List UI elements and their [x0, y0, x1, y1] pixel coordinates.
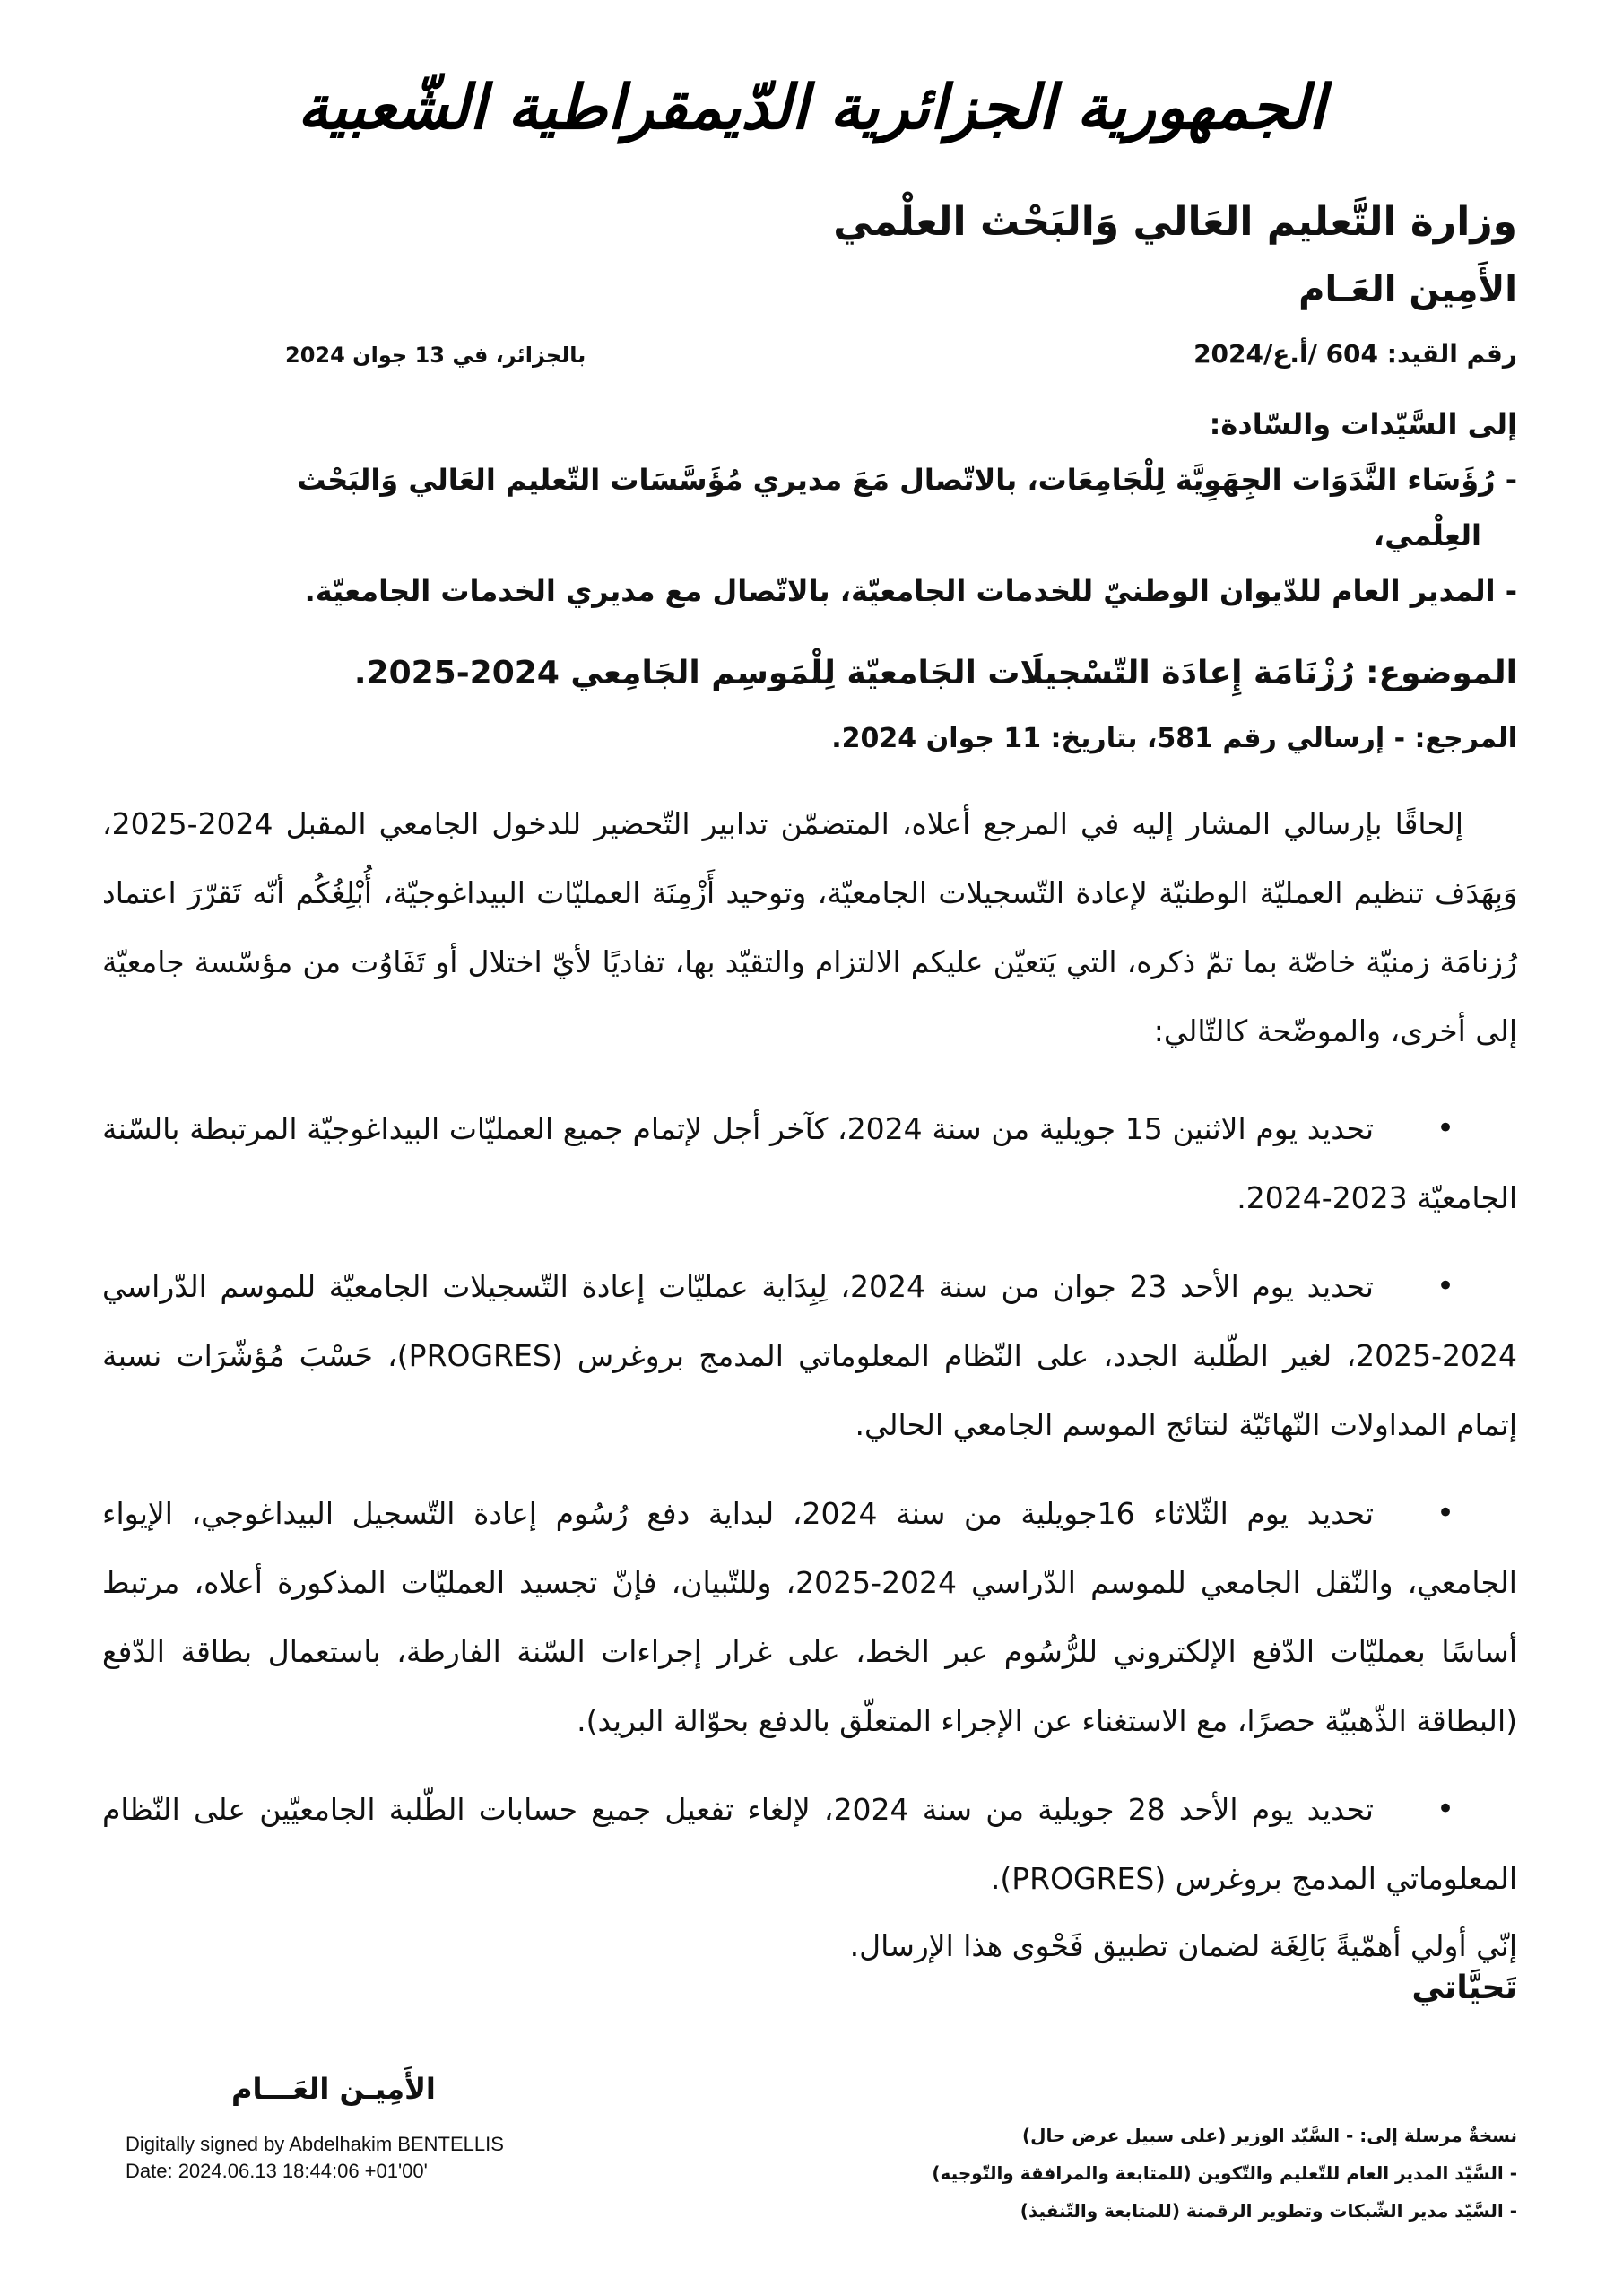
list-item [102, 1094, 1517, 1232]
list-item [102, 1252, 1517, 1459]
bullet-icon: • [1436, 1791, 1454, 1827]
copy-recipient: نسخةٌ مرسلة إلى: - السَّيّد الوزير (على سبيل عرض حال) [1021, 2125, 1517, 2146]
copy-recipient: - السَّيّد مدير الشّبكات وتطوير الرقمنة (للمتابعة والتّنفيذ) [1020, 2200, 1517, 2222]
recipients-intro: إلى السَّيّدات والسّادة: [1209, 407, 1517, 441]
reference-number: رقم القيد: 604 /أ.ع/2024 [1193, 339, 1517, 369]
bullet-icon: • [1436, 1268, 1454, 1304]
closing-sentence: إنّي أولي أهمّيةً بَالِغَة لضمان تطبيق فَحْوى هذا الإرسال. [849, 1928, 1517, 1963]
list-item-text: تحديد يوم الأحد 28 جويلية من سنة 2024، لإلغاء تفعيل جميع حسابات الطّلبة الجامعيّين على النّظام المعلوماتي المدمج بروغرس (PROGRES). [102, 1792, 1517, 1896]
republic-header: الجمهورية الجزائرية الدّيمقراطية الشّعبية [297, 72, 1326, 144]
greeting: تَحيَّاتي [1411, 1970, 1517, 2006]
recipients-block [82, 396, 1517, 619]
copies-list [932, 2117, 1517, 2230]
bullet-list [102, 1094, 1517, 1933]
ministry-name: وزارة التَّعليم العَالي وَالبَحْث العلْمي [833, 199, 1517, 245]
place-date: بالجزائر، في 13 جوان 2024 [285, 343, 586, 368]
digital-signature [126, 2131, 504, 2185]
list-item-text: تحديد يوم الأحد 23 جوان من سنة 2024، لِبِدَاية عمليّات إعادة التّسجيلات الجامعيّة للموسم الدّراسي 2024-2025، لغير الطّلبة الجدد، على النّظام المعلوماتي المدمج بروغرس (PROGRES)، حَسْبَ مُؤشّرَات نسبة إتمام المداولات النّهائيّة لنتائج الموسم الجامعي الحالي. [102, 1269, 1517, 1442]
bullet-icon: • [1436, 1495, 1454, 1531]
subject-line: الموضوع: رُزْنَامَة إِعادَة التّسْجيلَات الجَامعيّة لِلْمَوسِم الجَامِعي 2024-2025. [353, 655, 1517, 691]
intro-paragraph-block [102, 789, 1517, 1065]
signer-title: الأَمِيـن العَـــام [231, 2072, 436, 2106]
intro-paragraph: إلحاقًا بإرسالي المشار إليه في المرجع أعلاه، المتضمّن تدابير التّحضير للدخول الجامعي المقبل 2024-2025، وَبِهَدَف تنظيم العمليّة الوطنيّة لإعادة التّسجيلات الجامعيّة، وتوحيد أَزْمِنَة العمليّات البيداغوجيّة، أُبْلِغُكُم أنّه تَقرّرَ اعتماد رُزنامَة زمنيّة خاصّة بما تمّ ذكره، التي يَتعيّن عليكم الالتزام والتقيّد بها، تفاديًا لأيّ اختلال أو تَفَاوُت من مؤسّسة جامعيّة إلى أخرى، والموضّحة كالتّالي: [102, 806, 1517, 1048]
digital-signature-date: Date: 2024.06.13 18:44:06 +01'00' [126, 2160, 428, 2182]
digital-signature-name: Digitally signed by Abdelhakim BENTELLIS [126, 2133, 504, 2155]
list-item-text: تحديد يوم الاثنين 15 جويلية من سنة 2024، كآخر أجل لإتمام جميع العمليّات البيداغوجيّة المرتبطة بالسّنة الجامعيّة 2023-2024. [102, 1111, 1517, 1215]
recipient-line: - المدير العام للدّيوان الوطنيّ للخدمات الجامعيّة، بالاتّصال مع مديري الخدمات الجامعيّة. [304, 574, 1517, 608]
recipient-line-continued: العِلْمي، [1373, 518, 1481, 552]
secretary-general-title: الأَمِين العَـام [1298, 269, 1517, 310]
list-item [102, 1775, 1517, 1913]
bullet-icon: • [1436, 1110, 1454, 1146]
recipient-line: - رُؤَسَاء النَّدَوَات الجِهَوِيَّة لِلْجَامِعَات، بالاتّصال مَعَ مديري مُؤَسَّسَات التّعليم العَالي وَالبَحْث [297, 463, 1517, 497]
reference-line: المرجع: - إرسالي رقم 581، بتاريخ: 11 جوان 2024. [831, 723, 1517, 754]
list-item [102, 1479, 1517, 1755]
copy-recipient: - السَّيّد المدير العام للتّعليم والتّكوين (للمتابعة والمرافقة والتّوجيه) [932, 2162, 1517, 2184]
list-item-text: تحديد يوم الثّلاثاء 16جويلية من سنة 2024، لبداية دفع رُسُوم إعادة التّسجيل البيداغوجي، الإيواء الجامعي، والنّقل الجامعي للموسم الدّراسي 2024-2025، وللتّبيان، فإنّ تجسيد العمليّات المذكورة أعلاه، مرتبط أساسًا بعمليّات الدّفع الإلكتروني للرُّسُوم عبر الخط، على غرار إجراءات السّنة الفارطة، باستعمال بطاقة الدّفع (البطاقة الذّهبيّة حصرًا، مع الاستغناء عن الإجراء المتعلّق بالدفع بحوّالة البريد). [102, 1496, 1517, 1738]
